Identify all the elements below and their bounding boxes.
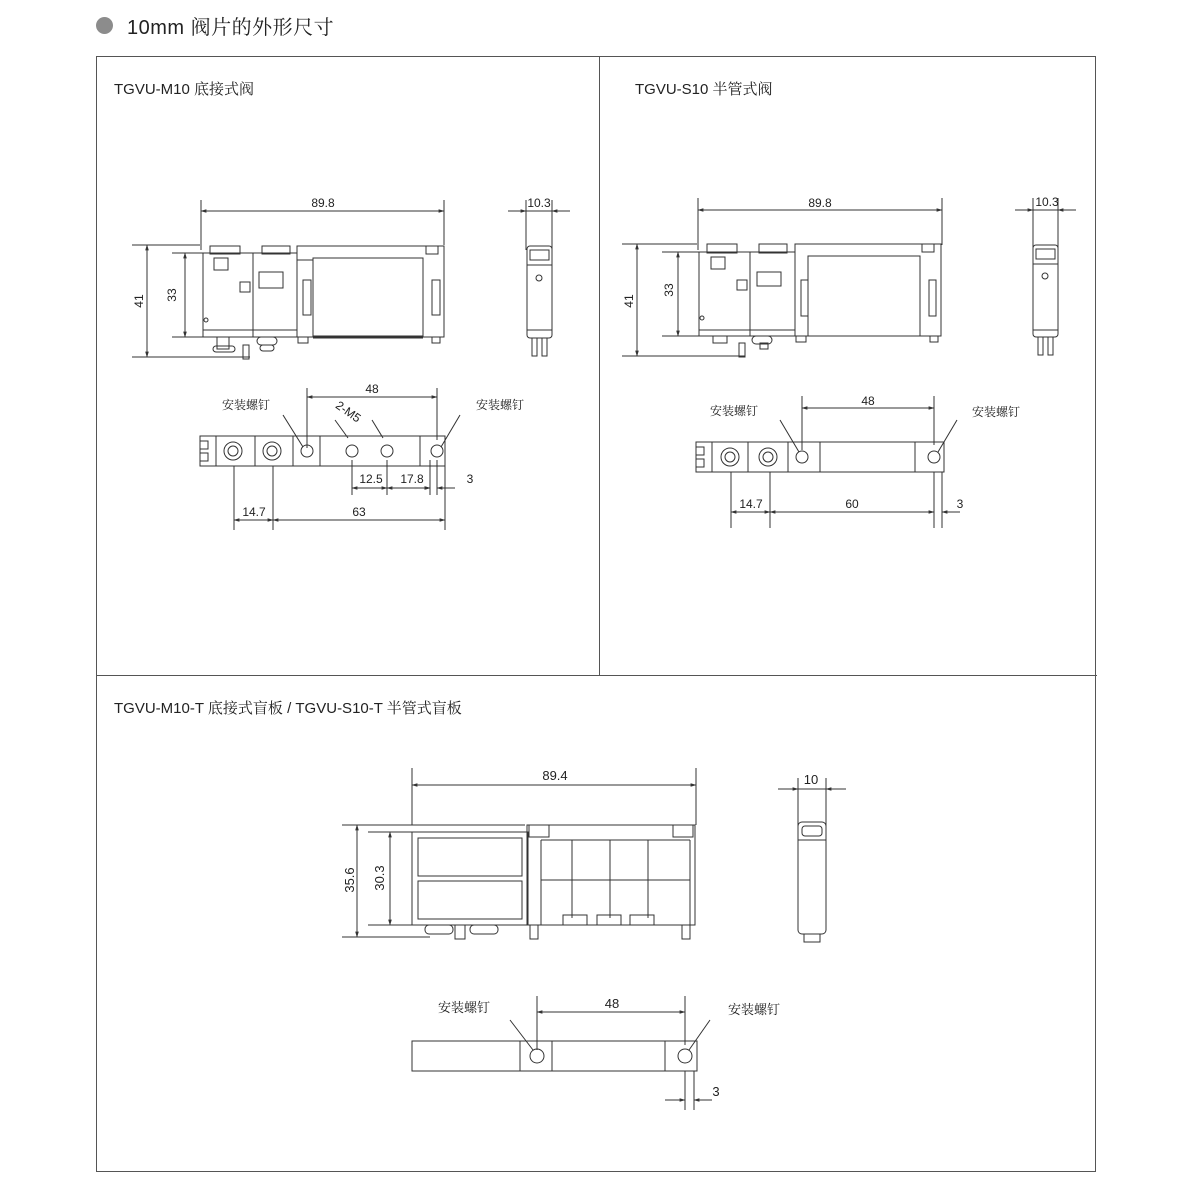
blank-screw-left: 安装螺钉 [437,1000,491,1015]
s10-screw-right: 安装螺钉 [971,405,1021,419]
blank-dim-height-body: 30.3 [372,865,387,891]
s10-dim-width: 10.3 [1035,195,1059,209]
blank-dim-width: 10 [803,772,819,787]
blank-front-view [342,768,696,939]
panel-title-s10: TGVU-S10 半管式阀 [635,81,773,98]
s10-screw-left: 安装螺钉 [709,404,759,418]
m10-dim-14-7: 14.7 [242,505,266,519]
s10-dim-14-7: 14.7 [739,497,763,511]
blank-side-view [778,778,846,942]
panel-title-m10: TGVU-M10 底接式阀 [114,81,255,98]
m10-dim-12-5: 12.5 [359,472,383,486]
m10-screw-right: 安装螺钉 [475,398,525,412]
m10-dim-width: 10.3 [527,196,551,210]
blank-dim-length: 89.4 [542,768,568,783]
s10-front-view [622,198,942,357]
m10-dim-63: 63 [352,505,366,519]
blank-screw-right: 安装螺钉 [727,1002,781,1017]
m10-dim-17-8: 17.8 [400,472,424,486]
s10-dim-height-body: 33 [662,283,676,297]
m10-screw-left: 安装螺钉 [221,398,271,412]
s10-dimension-labels [622,195,1059,511]
blank-dim-3: 3 [712,1084,720,1099]
m10-dim-pitch: 48 [365,382,379,396]
s10-dim-height-total: 41 [622,294,636,308]
m10-port-label: 2-M5 [333,398,364,426]
panel-title-blank: TGVU-M10-T 底接式盲板 / TGVU-S10-T 半管式盲板 [114,700,462,717]
m10-dim-height-total: 41 [132,294,146,308]
m10-dim-length: 89.8 [311,196,335,210]
s10-dim-length: 89.8 [808,196,832,210]
m10-dim-3: 3 [466,472,474,486]
s10-dim-pitch: 48 [861,394,875,408]
s10-dim-3: 3 [956,497,964,511]
blank-dim-height-total: 35.6 [342,867,357,893]
section-title: 10mm 阀片的外形尺寸 [127,16,335,39]
blank-dimension-labels [342,768,818,1099]
m10-side-view [508,200,570,356]
blank-dim-pitch: 48 [604,996,620,1011]
s10-side-view [1015,198,1076,355]
s10-dim-60: 60 [845,497,859,511]
m10-front-view [132,200,444,359]
m10-dim-height-body: 33 [165,288,179,302]
